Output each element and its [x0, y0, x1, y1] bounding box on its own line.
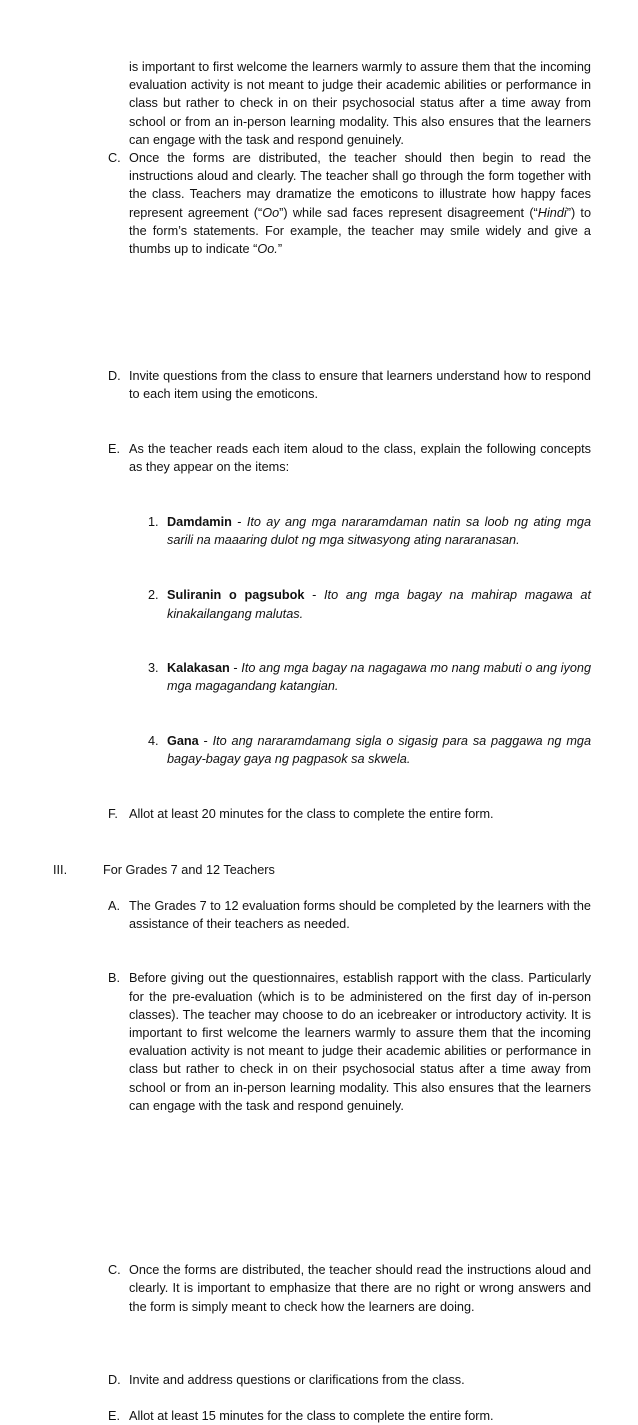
list-marker: 1. — [148, 515, 159, 530]
concept-definition: Ito ang mga bagay na nagagawa mo nang mabuti o ang iyong mga magagandang katangian. — [167, 660, 591, 694]
concept-separator: - — [231, 515, 247, 530]
section-title: For Grades 7 and 12 Teachers — [103, 862, 275, 877]
concept-definition: Ito ang nararamdamang sigla o sigasig para sa paggawa ng mga bagay-bagay gaya ng pagpasok sa skwela. — [167, 734, 591, 767]
concept-separator: - — [198, 734, 213, 749]
list-marker: E. — [108, 441, 120, 456]
section-item-a — [0, 897, 638, 933]
list-marker: D. — [108, 369, 121, 384]
concept-separator: - — [229, 660, 242, 675]
list-text: Once the forms are distributed, the teacher should then begin to read the instructions aloud and clearly. The teacher shall go through the form together with the class. Teachers may dramatize the emoticons to illustrate how happy faces represent agreement (“ — [129, 151, 591, 220]
list-text: The Grades 7 to 12 evaluation forms should be completed by the learners with the assistance of their teachers as needed. — [129, 899, 591, 932]
list-marker: C. — [108, 151, 121, 165]
list-text: Before giving out the questionnaires, establish rapport with the class. Particularly for the pre-evaluation (which is to be administered on the first day of in-person classes). The teacher may choose to do an icebreaker or introductory activity. It is important to first welcome the learners warmly to assure them that the incoming evaluation activity is not meant to judge their academic abilities or performance in class but rather to check in on their psychosocial status after a time away from school or from an in-person learning modality. This also ensures that the learners can engage with the task and respond genuinely. — [129, 971, 591, 1113]
list-marker: F. — [108, 806, 118, 821]
list-marker: D. — [108, 1372, 121, 1387]
list-text: Once the forms are distributed, the teacher should read the instructions aloud and clearly. It is important to emphasize that there are no right or wrong answers and the form is simply meant to check how the learners are doing. — [129, 1263, 591, 1314]
concept-item — [0, 659, 638, 695]
list-item-d — [0, 367, 638, 403]
list-marker: C. — [108, 1263, 121, 1278]
concept-term: Kalakasan — [167, 660, 230, 675]
section-item-d — [0, 1371, 638, 1389]
concept-item — [0, 586, 638, 622]
list-text: Allot at least 15 minutes for the class to complete the entire form. — [129, 1408, 494, 1423]
list-text: As the teacher reads each item aloud to the class, explain the following concepts as they appear on the items: — [129, 441, 591, 474]
list-marker: 4. — [148, 734, 159, 749]
list-item-c — [0, 149, 638, 258]
list-marker: E. — [108, 1408, 120, 1423]
concept-separator: - — [304, 588, 325, 603]
emphasis-oo: Oo — [262, 205, 280, 220]
concept-item — [0, 513, 638, 549]
list-text: ”) to the form’s statements. For example, the teacher may smile widely and give a thumbs up to indicate “ — [129, 205, 592, 257]
concept-term: Suliranin o pagsubok — [167, 588, 305, 603]
list-text: ”) while sad faces represent disagreement (“ — [279, 205, 538, 220]
list-text: Allot at least 20 minutes for the class to complete the entire form. — [129, 806, 494, 821]
section-marker: III. — [53, 862, 68, 877]
list-marker: A. — [108, 899, 120, 914]
concept-definition: Ito ang mga bagay na mahirap magawa at kinakailangang malutas. — [167, 588, 592, 621]
concept-definition: Ito ay ang mga nararamdaman natin sa loob ng ating mga sarili na maaaring dulot ng mga sitwasyong ating nararanasan. — [167, 515, 591, 548]
concept-term: Damdamin — [167, 515, 232, 530]
list-marker: B. — [108, 971, 120, 986]
list-marker: 3. — [148, 660, 159, 675]
section-item-b — [0, 969, 638, 1115]
section-item-c — [0, 1261, 638, 1316]
list-text: ” — [277, 242, 283, 257]
list-text: Invite and address questions or clarifications from the class. — [129, 1372, 465, 1387]
continuation-paragraph: is important to first welcome the learners warmly to assure them that the incoming evaluation activity is not meant to judge their academic abilities or performance in class but rather to check in on their psychosocial status after a time away from school or from an in-person learning modality. This also ensures that the learners can engage with the task and respond genuinely. — [129, 60, 591, 147]
section-heading — [0, 861, 638, 879]
emphasis-oo: Oo. — [257, 242, 278, 257]
list-text: Invite questions from the class to ensure that learners understand how to respond to each item using the emoticons. — [129, 369, 591, 402]
concept-item — [0, 732, 638, 768]
emphasis-hindi: Hindi — [537, 205, 567, 220]
list-marker: 2. — [148, 588, 159, 603]
list-item-f — [0, 805, 638, 823]
concept-term: Gana — [167, 734, 199, 749]
section-item-e — [0, 1407, 638, 1425]
list-item-e — [0, 440, 638, 476]
